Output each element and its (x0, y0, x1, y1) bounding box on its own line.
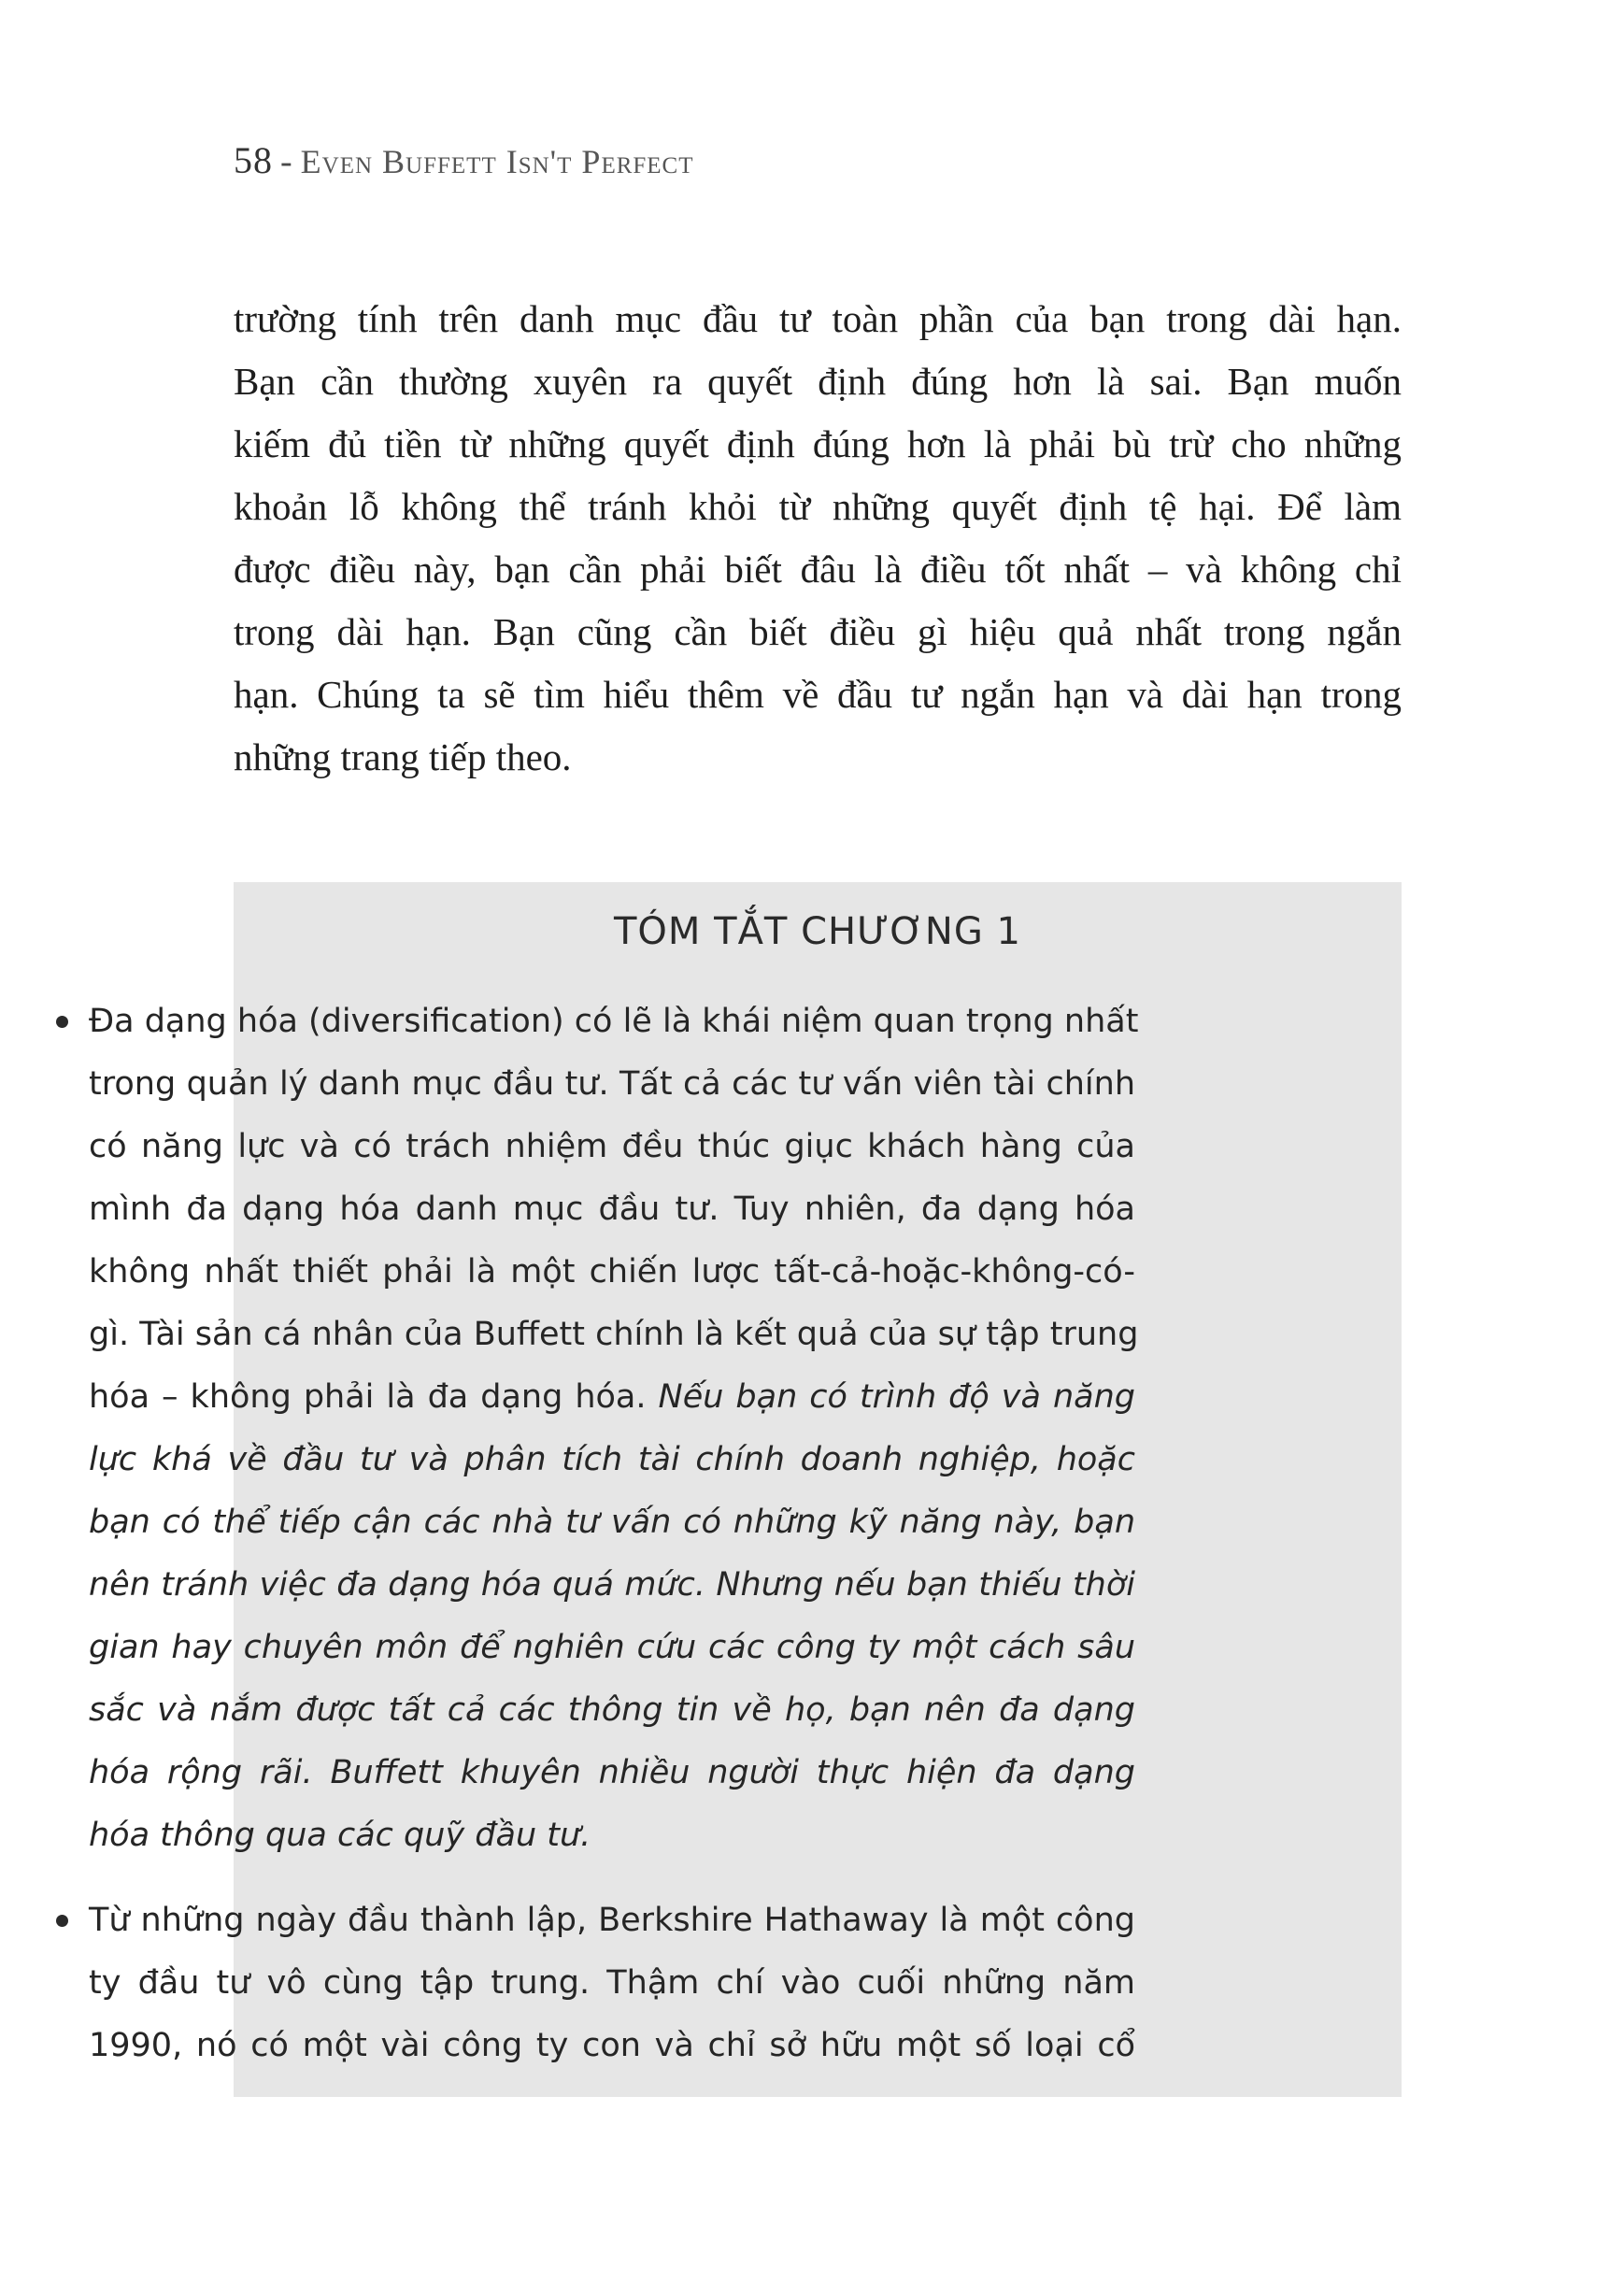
bullet-line-normal-part: hóa – không phải là đa dạng hóa. (89, 1378, 659, 1416)
body-paragraph (234, 288, 1402, 789)
body-line: những trang tiếp theo. (234, 735, 572, 778)
bullet-line: 1990, nó có một vài công ty con và chỉ sở hữu một số loại cổ (89, 2027, 1135, 2064)
bullet-line: ty đầu tư vô cùng tập trung. Thậm chí vào cuối những năm (89, 1964, 1135, 2002)
header-separator: - (280, 142, 293, 181)
running-header (234, 138, 694, 182)
bullet-line: bạn có thể tiếp cận các nhà tư vấn có những kỹ năng này, bạn (89, 1504, 1135, 1541)
page-number: 58 (234, 139, 273, 181)
bullet-line: nên tránh việc đa dạng hóa quá mức. Nhưng nếu bạn thiếu thời (89, 1566, 1135, 1604)
bullet-line: trong quản lý danh mục đầu tư. Tất cả các tư vấn viên tài chính (89, 1065, 1135, 1103)
body-line: hạn. Chúng ta sẽ tìm hiểu thêm về đầu tư ngắn hạn và dài hạn trong (234, 673, 1402, 716)
bullet-text (89, 991, 1139, 1867)
body-line: khoản lỗ không thể tránh khỏi từ những quyết định tệ hại. Để làm (234, 485, 1402, 528)
bullet-line: Từ những ngày đầu thành lập, Berkshire Hathaway là một công (89, 1902, 1135, 1939)
bullet-line: gian hay chuyên môn để nghiên cứu các công ty một cách sâu (89, 1629, 1135, 1666)
bullet-line-mixed (89, 1366, 1135, 1429)
bullet-dot-icon (56, 1016, 68, 1028)
bullet-line: lực khá về đầu tư và phân tích tài chính doanh nghiệp, hoặc (89, 1441, 1135, 1478)
bullet-text (89, 1890, 1135, 2077)
bullet-line: có năng lực và có trách nhiệm đều thúc giục khách hàng của (89, 1128, 1135, 1165)
bullet-line: không nhất thiết phải là một chiến lược tất-cả-hoặc-không-có- (89, 1253, 1135, 1291)
bullet-line: Đa dạng hóa (diversification) có lẽ là khái niệm quan trọng nhất (89, 1003, 1139, 1040)
bullet-line: gì. Tài sản cá nhân của Buffett chính là kết quả của sự tập trung (89, 1316, 1139, 1353)
body-line: Bạn cần thường xuyên ra quyết định đúng hơn là sai. Bạn muốn (234, 360, 1402, 403)
bullet-line: hóa rộng rãi. Buffett khuyên nhiều người thực hiện đa dạng (89, 1754, 1135, 1791)
body-line: trường tính trên danh mục đầu tư toàn phần của bạn trong dài hạn. (234, 297, 1402, 340)
body-line: kiếm đủ tiền từ những quyết định đúng hơn là phải bù trừ cho những (234, 422, 1402, 465)
bullet-line-italic-part: Nếu bạn có trình độ và năng (658, 1378, 1135, 1416)
book-title: Even Buffett Isn't Perfect (300, 143, 694, 180)
bullet-dot-icon (56, 1915, 68, 1927)
body-line: trong dài hạn. Bạn cũng cần biết điều gì hiệu quả nhất trong ngắn (234, 610, 1402, 653)
summary-title: TÓM TẮT CHƯƠNG 1 (613, 910, 1022, 953)
body-line: được điều này, bạn cần phải biết đâu là điều tốt nhất – và không chỉ (234, 548, 1402, 591)
bullet-line: hóa thông qua các quỹ đầu tư. (89, 1817, 591, 1854)
bullet-line: sắc và nắm được tất cả các thông tin về họ, bạn nên đa dạng (89, 1691, 1135, 1729)
bullet-line: mình đa dạng hóa danh mục đầu tư. Tuy nhiên, đa dạng hóa (89, 1191, 1135, 1228)
